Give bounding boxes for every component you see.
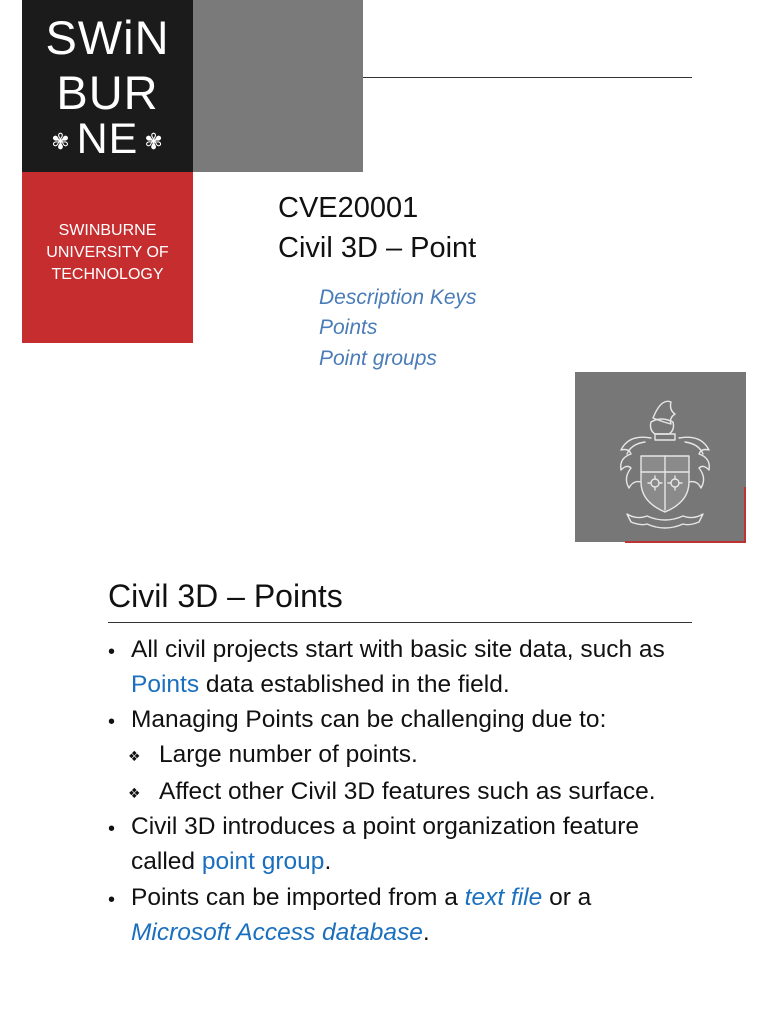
- course-code: CVE20001: [278, 192, 419, 224]
- university-name-line-1: SWINBURNE: [58, 222, 157, 239]
- bullet-4-line-1-post: or a: [542, 884, 592, 911]
- university-name-line-2: UNIVERSITY OF: [46, 244, 169, 261]
- bullet-icon: •: [108, 818, 116, 840]
- bullet-2: Managing Points can be challenging due to:: [131, 706, 607, 733]
- bullet-3-line-2-post: .: [324, 848, 332, 875]
- bullet-4-line-1-pre: Points can be imported from a: [131, 884, 465, 911]
- crest-accent-line: [744, 487, 746, 543]
- topic-item: Description Keys: [319, 286, 477, 309]
- bullet-3-line-1: Civil 3D introduces a point organization feature: [131, 813, 639, 840]
- university-crest-icon: [575, 372, 746, 542]
- sub-bullet-icon: ❖: [128, 748, 141, 764]
- crest-panel: [575, 372, 746, 542]
- bullet-3-line-2: [131, 846, 331, 878]
- topic-item: Points: [319, 316, 378, 339]
- sub-bullet-icon: ❖: [128, 785, 141, 801]
- bullet-4-line-2: [131, 917, 430, 949]
- slide-title: Civil 3D – Points: [108, 578, 343, 614]
- bullet-1-line-1: All civil projects start with basic site data, such as: [131, 636, 665, 663]
- bullet-icon: •: [108, 711, 116, 733]
- bullet-1-line-2: [131, 669, 510, 701]
- bullet-icon: •: [108, 641, 116, 663]
- bullet-3-line-2-pre: called: [131, 848, 202, 875]
- crest-accent-line: [625, 541, 746, 543]
- flower-icon: ✾: [51, 128, 71, 154]
- header-divider: [363, 77, 692, 78]
- logo-line-3: [22, 115, 193, 163]
- slide-title-divider: [108, 622, 692, 623]
- access-database-link[interactable]: Microsoft Access database: [131, 919, 423, 946]
- sub-bullet-2: Affect other Civil 3D features such as surface.: [159, 778, 656, 805]
- sub-bullet-1: Large number of points.: [159, 741, 418, 768]
- bullet-4-line-2-post: .: [422, 919, 430, 946]
- header-gray-band: [193, 0, 363, 172]
- flower-icon: ✾: [144, 128, 164, 154]
- university-name-line-3: TECHNOLOGY: [51, 266, 164, 283]
- logo-line-2: BUR: [56, 66, 159, 119]
- bullet-1-line-2-text: data established in the field.: [199, 671, 510, 698]
- points-link[interactable]: Points: [131, 671, 200, 698]
- topic-item: Point groups: [319, 347, 437, 370]
- logo-line-3-text: NE: [76, 115, 139, 163]
- bullet-icon: •: [108, 889, 116, 911]
- point-group-link[interactable]: point group: [201, 848, 325, 875]
- text-file-link[interactable]: text file: [464, 884, 543, 911]
- bullet-4-line-1: [131, 882, 591, 914]
- logo-line-1: SWiN: [45, 11, 170, 64]
- course-title: Civil 3D – Point: [278, 232, 477, 264]
- logo-university-block: [22, 172, 193, 343]
- logo-wordmark: [22, 0, 193, 172]
